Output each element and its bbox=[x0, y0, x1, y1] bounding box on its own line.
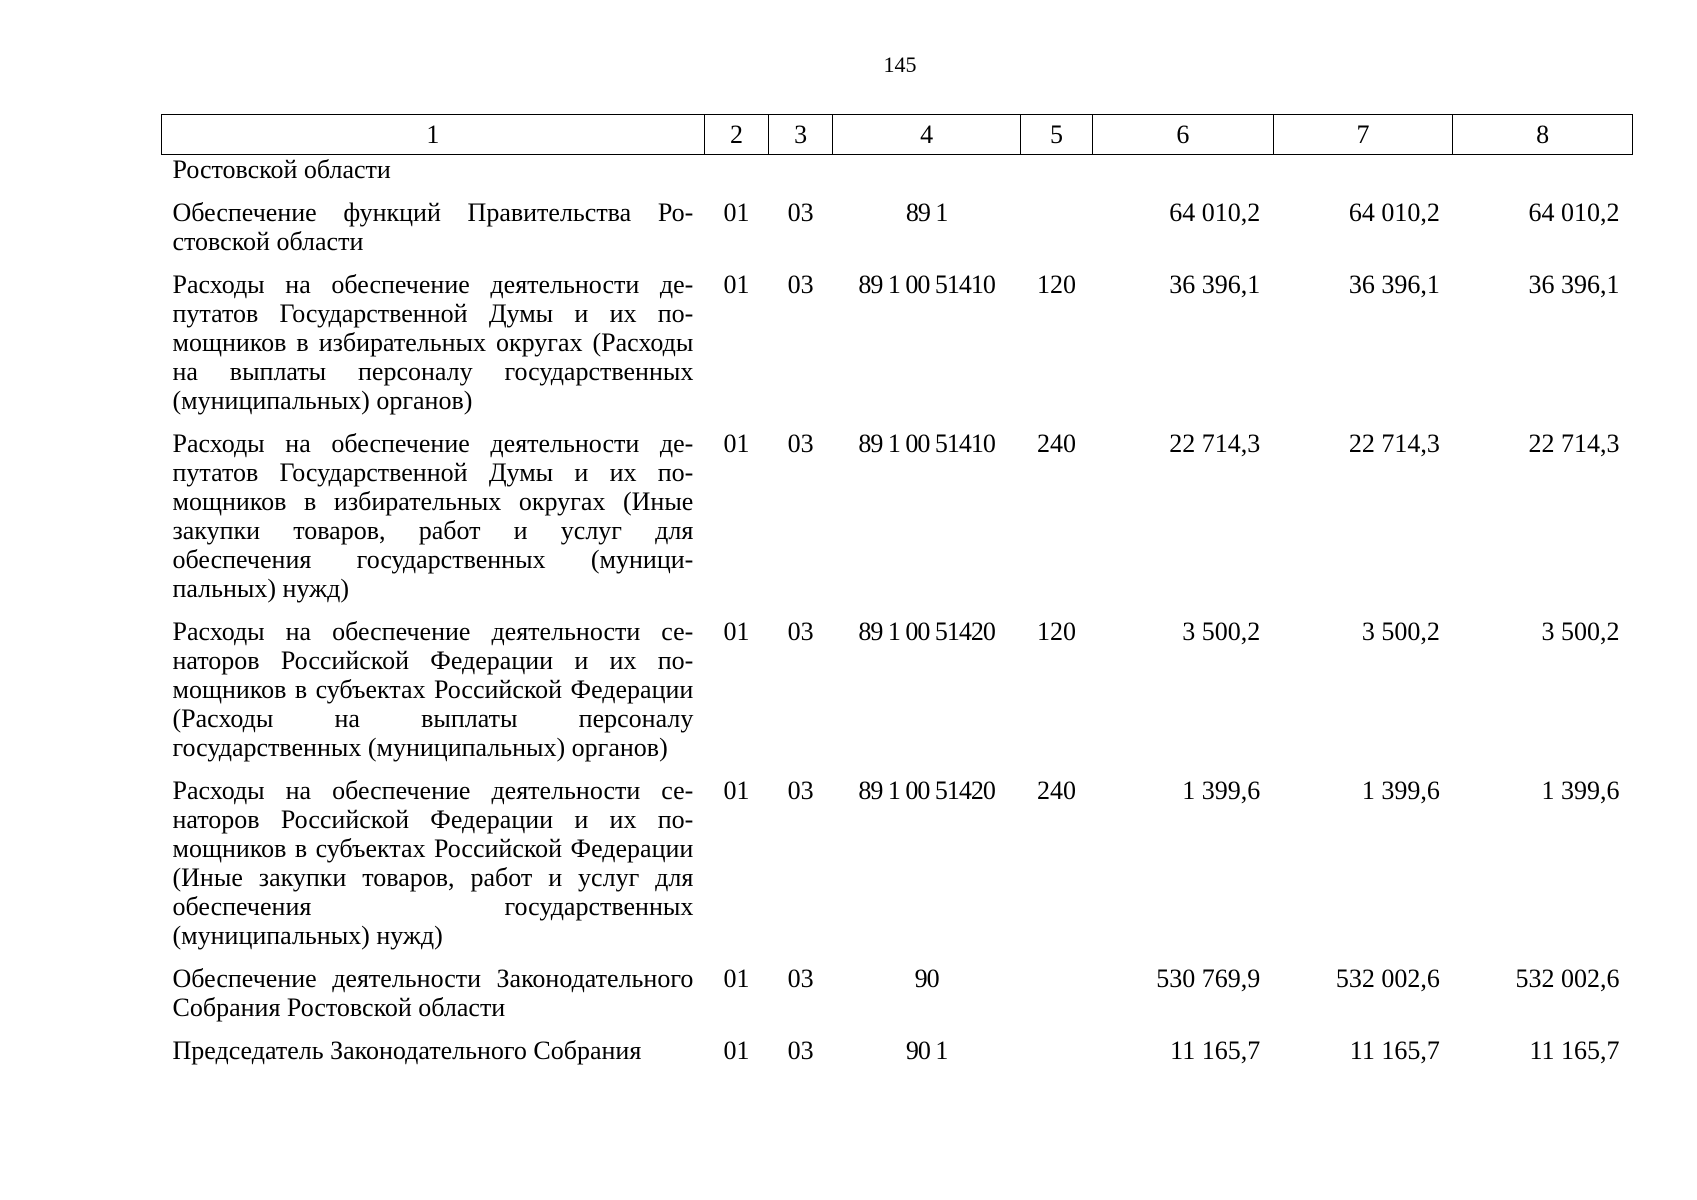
table-row bbox=[162, 603, 1633, 762]
table-row bbox=[162, 762, 1633, 950]
row-expense-type: 120 bbox=[1036, 270, 1076, 299]
row-subsection: 03 bbox=[787, 429, 814, 458]
row-section: 01 bbox=[723, 198, 750, 227]
row-amount-year3: 64 010,2 bbox=[1528, 198, 1620, 227]
table-row bbox=[162, 184, 1633, 256]
table-row bbox=[162, 415, 1633, 603]
row-amount-year1: 11 165,7 bbox=[1170, 1036, 1261, 1065]
row-section: 01 bbox=[723, 617, 750, 646]
row-amount-year3: 11 165,7 bbox=[1529, 1036, 1620, 1065]
row-section: 01 bbox=[723, 429, 750, 458]
row-amount-year2: 22 714,3 bbox=[1348, 429, 1440, 458]
row-target-article: 89 1 00 51420 bbox=[858, 776, 995, 805]
row-name: Обеспечение деятельности Законодательного Собрания Ростовской области bbox=[172, 964, 694, 1022]
header-row bbox=[162, 115, 1633, 155]
table-row bbox=[162, 1022, 1633, 1065]
header-col-2: 2 bbox=[704, 115, 768, 155]
row-name: Расходы на обеспечение деятельности депутатов Государственной Думы и их помощников в избирательных округах (Иные закупки товаров, работ и услуг для обеспечения государственных (муниципальных) нужд) bbox=[172, 429, 694, 603]
row-amount-year3: 532 002,6 bbox=[1515, 964, 1620, 993]
header-col-7: 7 bbox=[1273, 115, 1453, 155]
row-amount-year3: 1 399,6 bbox=[1541, 776, 1620, 805]
row-amount-year1: 36 396,1 bbox=[1169, 270, 1261, 299]
row-target-article: 90 bbox=[914, 964, 939, 993]
row-amount-year2: 3 500,2 bbox=[1361, 617, 1440, 646]
header-col-1: 1 bbox=[162, 115, 705, 155]
row-amount-year1: 22 714,3 bbox=[1169, 429, 1261, 458]
row-expense-type: 240 bbox=[1036, 776, 1076, 805]
header-col-4: 4 bbox=[833, 115, 1021, 155]
row-subsection: 03 bbox=[787, 617, 814, 646]
row-amount-year2: 1 399,6 bbox=[1361, 776, 1440, 805]
row-amount-year2: 64 010,2 bbox=[1348, 198, 1440, 227]
row-expense-type: 120 bbox=[1036, 617, 1076, 646]
row-target-article: 89 1 bbox=[905, 198, 948, 227]
table-row bbox=[162, 256, 1633, 415]
budget-table bbox=[161, 114, 1633, 1065]
row-subsection: 03 bbox=[787, 1036, 814, 1065]
row-amount-year2: 532 002,6 bbox=[1335, 964, 1440, 993]
row-name: Обеспечение функций Правительства Ростовской области bbox=[172, 198, 694, 256]
row-name: Расходы на обеспечение деятельности сенаторов Российской Федерации и их помощников в субъектах Российской Федерации (Расходы на выплаты персоналу государственных (муниципальных) органов) bbox=[172, 617, 694, 762]
row-expense-type: 240 bbox=[1036, 429, 1076, 458]
row-subsection: 03 bbox=[787, 198, 814, 227]
table-body bbox=[162, 155, 1633, 1066]
page-number: 145 bbox=[883, 52, 917, 77]
row-amount-year3: 3 500,2 bbox=[1541, 617, 1620, 646]
table-row bbox=[162, 950, 1633, 1022]
row-subsection: 03 bbox=[787, 964, 814, 993]
row-amount-year1: 64 010,2 bbox=[1169, 198, 1261, 227]
row-expense-type bbox=[1020, 950, 1092, 1022]
header-col-8: 8 bbox=[1453, 115, 1633, 155]
row-amount-year1: 530 769,9 bbox=[1156, 964, 1261, 993]
row-amount-year1: 1 399,6 bbox=[1182, 776, 1261, 805]
row-section: 01 bbox=[723, 270, 750, 299]
row-amount-year3: 36 396,1 bbox=[1528, 270, 1620, 299]
row-section: 01 bbox=[723, 964, 750, 993]
row-amount-year1: 3 500,2 bbox=[1182, 617, 1261, 646]
row-amount-year3: 22 714,3 bbox=[1528, 429, 1620, 458]
row-section: 01 bbox=[723, 776, 750, 805]
row-section: 01 bbox=[723, 1036, 750, 1065]
row-expense-type bbox=[1020, 1022, 1092, 1065]
header-col-3: 3 bbox=[769, 115, 833, 155]
continuation-row bbox=[162, 155, 1633, 185]
row-target-article: 89 1 00 51410 bbox=[858, 429, 995, 458]
row-name: Расходы на обеспечение деятельности сенаторов Российской Федерации и их помощников в субъектах Российской Федерации (Иные закупки товаров, работ и услуг для обеспечения государственных (муниципальных) нужд) bbox=[172, 776, 694, 950]
row-expense-type bbox=[1020, 184, 1092, 256]
budget-table-container bbox=[161, 114, 1633, 1065]
row-target-article: 89 1 00 51420 bbox=[858, 617, 995, 646]
row-target-article: 90 1 bbox=[905, 1036, 948, 1065]
table-header bbox=[162, 115, 1633, 155]
row-amount-year2: 11 165,7 bbox=[1349, 1036, 1440, 1065]
header-col-6: 6 bbox=[1093, 115, 1274, 155]
row-name: Расходы на обеспечение деятельности депутатов Государственной Думы и их помощников в избирательных округах (Расходы на выплаты персоналу государственных (муниципальных) органов) bbox=[172, 270, 694, 415]
row-subsection: 03 bbox=[787, 776, 814, 805]
row-name: Председатель Законодательного Собрания bbox=[172, 1036, 642, 1065]
continuation-text: Ростовской области bbox=[172, 155, 391, 184]
row-amount-year2: 36 396,1 bbox=[1348, 270, 1440, 299]
header-col-5: 5 bbox=[1020, 115, 1092, 155]
row-target-article: 89 1 00 51410 bbox=[858, 270, 995, 299]
row-subsection: 03 bbox=[787, 270, 814, 299]
